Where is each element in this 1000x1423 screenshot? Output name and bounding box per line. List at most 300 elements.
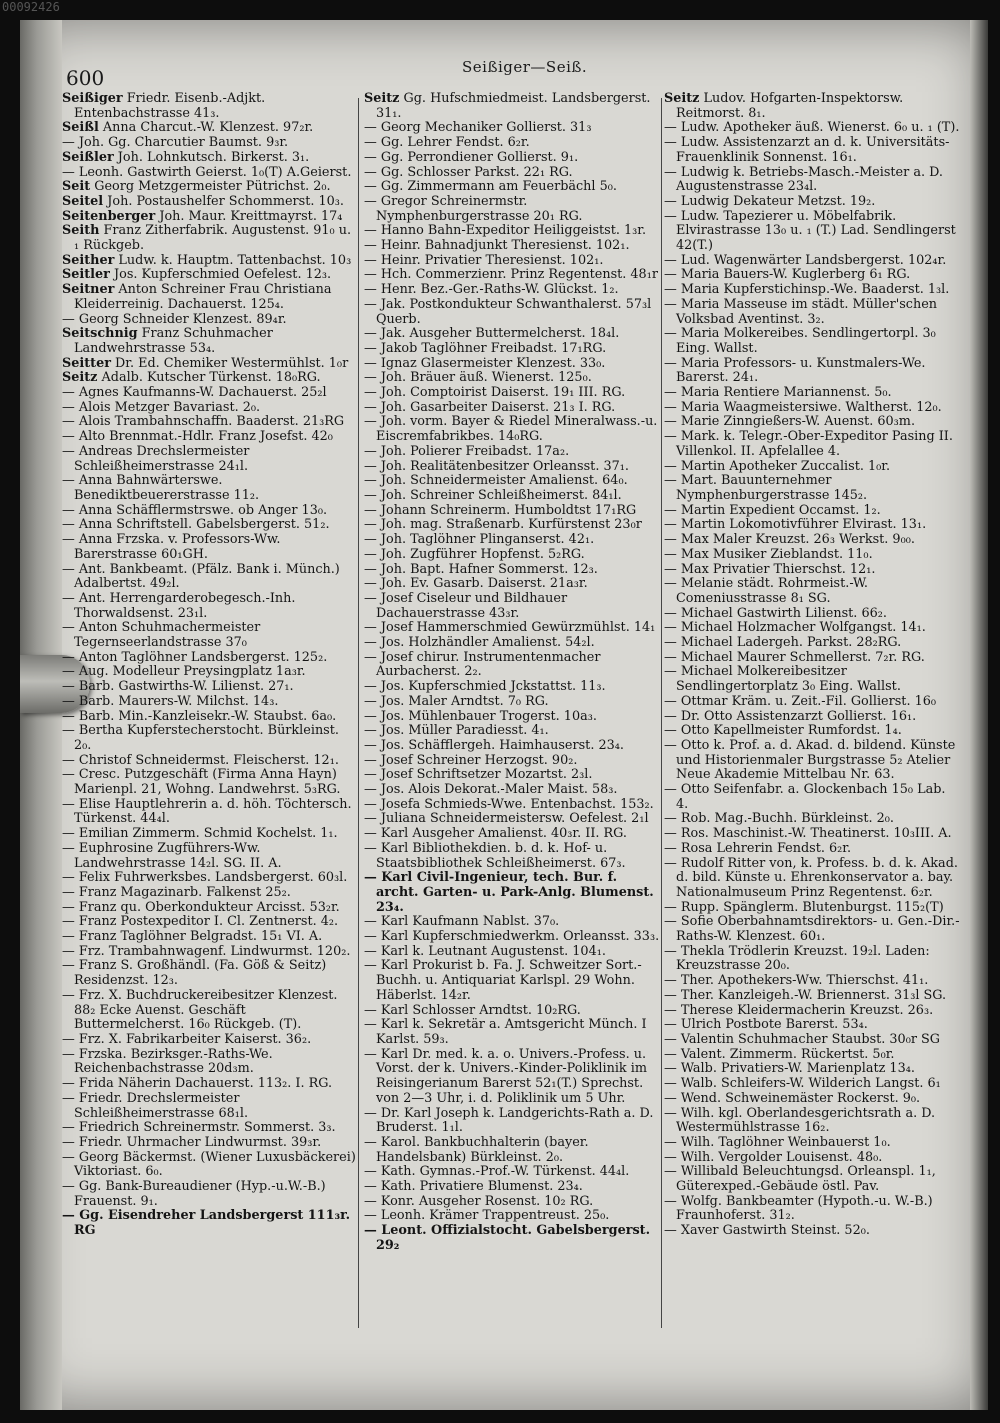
entry-text: — Alois Trambahnschaffn. Baaderst. 21₃RG	[62, 414, 345, 430]
entry-text: — Ludw. Assistenzarzt an d. k. Universitäts-Frauenklinik Sonnenst. 16₁.	[664, 135, 950, 165]
entry-surname: Seitschnig	[62, 326, 138, 342]
entry-text: — Michael Maurer Schmellerst. 7₂r. RG.	[664, 649, 925, 665]
directory-entry	[364, 415, 660, 444]
entry-text: — Frzska. Bezirksger.-Raths-We. Reichenbachstrasse 20d₃m.	[62, 1046, 273, 1077]
entry-text: — Jak. Postkondukteur Schwanthalerst. 57₃l Querb.	[364, 296, 652, 327]
entry-text: — Maria Rentiere Mariannenst. 5₀.	[664, 385, 892, 401]
entry-text: — Marie Zinngießers-W. Auenst. 60₃m.	[664, 414, 916, 430]
directory-entry	[62, 195, 358, 210]
directory-entry	[364, 401, 660, 416]
entry-text: — Ludwig Dekateur Metzst. 19₂.	[664, 193, 876, 209]
entry-text: — Gg. Eisendreher Landsbergerst 111₃r. RG	[62, 1208, 351, 1239]
directory-entry	[664, 1004, 960, 1019]
entry-surname: Seitz	[364, 91, 400, 106]
directory-entry	[62, 518, 358, 533]
entry-text: — Max Privatier Thierschst. 12₁.	[664, 561, 876, 577]
entry-text: — Wolfg. Bankbeamter (Hypoth.-u. W.-B.) Fraunhoferst. 31₂.	[664, 1193, 933, 1224]
directory-entry	[664, 283, 960, 298]
entry-text: — Franz qu. Oberkondukteur Arcisst. 53₂r.	[62, 899, 340, 915]
directory-entry	[364, 812, 660, 827]
directory-entry	[62, 710, 358, 725]
directory-entry	[664, 1107, 960, 1136]
directory-entry	[62, 651, 358, 666]
entry-text: — Wend. Schweinemäster Rockerst. 9₀.	[664, 1090, 921, 1106]
directory-entry	[664, 636, 960, 651]
directory-entry	[62, 563, 358, 592]
directory-entry	[62, 180, 358, 195]
entry-text: — Friedrich Schreinermstr. Sommerst. 3₃.	[62, 1120, 336, 1136]
directory-entry	[62, 592, 358, 621]
entry-text: — Bertha Kupferstecherstocht. Bürkleinst. 2₀.	[62, 723, 339, 753]
directory-entry	[664, 665, 960, 694]
directory-entry	[364, 680, 660, 695]
directory-entry	[664, 945, 960, 974]
entry-text: — Gg. Perrondiener Gollierst. 9₁.	[364, 149, 579, 165]
entry-text: — Alois Metzger Bavariast. 2₀.	[62, 399, 261, 415]
directory-entry	[62, 886, 358, 901]
directory-entry	[664, 401, 960, 416]
directory-entry	[62, 92, 358, 121]
directory-entry	[364, 724, 660, 739]
entry-text: — Alto Brennmat.-Hdlr. Franz Josefst. 42₀	[62, 429, 333, 445]
directory-entry	[62, 121, 358, 136]
directory-entry	[62, 445, 358, 474]
entry-text: — Anna Frzska. v. Professors-Ww. Barerstrasse 60₁GH.	[62, 532, 281, 562]
directory-entry	[62, 871, 358, 886]
entry-text: — Valentin Schuhmacher Staubst. 30₀r SG	[664, 1032, 941, 1047]
entry-text: — Joh. Schreiner Schleißheimerst. 84₁l.	[364, 487, 622, 503]
entry-text: — Valent. Zimmerm. Rückertst. 5₀r.	[664, 1046, 895, 1062]
entry-text: — Joh. Realitätenbesitzer Orleansst. 37₁.	[364, 458, 629, 474]
entry-text: — Friedr. Uhrmacher Lindwurmst. 39₃r.	[62, 1134, 322, 1150]
directory-entry	[664, 327, 960, 356]
directory-column-middle	[364, 92, 660, 1254]
entry-text: — Karl Ausgeher Amalienst. 40₃r. II. RG.	[364, 826, 627, 842]
entry-text: — Karol. Bankbuchhalterin (bayer. Handelsbank) Bürkleinst. 2₀.	[364, 1134, 589, 1165]
directory-entry	[364, 504, 660, 519]
directory-entry	[664, 474, 960, 503]
entry-text: — Jos. Schäfflergeh. Haimhauserst. 23₄.	[364, 737, 624, 753]
directory-entry	[364, 1018, 660, 1047]
directory-entry	[62, 1033, 358, 1048]
directory-entry	[364, 474, 660, 489]
directory-entry	[364, 371, 660, 386]
directory-entry	[62, 842, 358, 871]
entry-text: — Joh. Schneidermeister Amalienst. 64₀.	[364, 473, 628, 489]
entry-text: — Walb. Schleifers-W. Wilderich Langst. 6₁	[664, 1076, 941, 1092]
entry-text: — Melanie städt. Rohrmeist.-W. Comeniusstrasse 8₁ SG.	[664, 576, 868, 606]
entry-text: — Henr. Bez.-Ger.-Raths-W. Glückst. 1₂.	[364, 282, 619, 298]
entry-text: — Aug. Modelleur Preysingplatz 1a₃r.	[62, 664, 306, 680]
directory-entry	[364, 1180, 660, 1195]
directory-entry	[664, 783, 960, 812]
entry-text: — Karl Schlosser Arndtst. 10₂RG.	[364, 1002, 581, 1018]
entry-text: — Joh. Comptoirist Daiserst. 19₁ III. RG.	[364, 385, 626, 401]
entry-text: — Frz. Trambahnwagenf. Lindwurmst. 120₂.	[62, 943, 351, 959]
entry-text: — Juliana Schneidermeistersw. Oefelest. 2₁l	[364, 811, 649, 827]
entry-surname: Seitz	[62, 370, 98, 386]
directory-entry	[664, 357, 960, 386]
entry-text: Ludov. Hofgarten-Inspektorsw. Reitmorst. 8₁.	[676, 91, 904, 121]
column-divider	[661, 98, 662, 1328]
entry-text: Anna Charcut.-W. Klenzest. 97₂r.	[102, 120, 314, 136]
entry-text: — Frz. X. Buchdruckereibesitzer Klenzest. 88₂ Ecke Auenst. Geschäft Buttermelcherst. 16₀ Rückgeb. (T).	[62, 987, 338, 1033]
directory-entry	[62, 945, 358, 960]
directory-entry	[664, 974, 960, 989]
directory-entry	[364, 239, 660, 254]
entry-text: — Martin Lokomotivführer Elvirast. 13₁.	[664, 517, 927, 533]
directory-entry	[664, 504, 960, 519]
entry-text: — Anton Taglöhner Landsbergerst. 125₂.	[62, 649, 328, 665]
entry-text: Joh. Lohnkutsch. Birkerst. 3₁.	[117, 149, 310, 165]
entry-text: — Barb. Min.-Kanzleisekr.-W. Staubst. 6a₀.	[62, 708, 337, 724]
entry-text: — Jos. Maler Arndtst. 7₀ RG.	[364, 693, 549, 709]
directory-entry	[62, 1151, 358, 1180]
directory-entry	[62, 210, 358, 225]
entry-surname: Seither	[62, 252, 115, 268]
entry-text: — Willibald Beleuchtungsd. Orleanspl. 1₁, Güterexped.-Gebäude östl. Pav.	[664, 1164, 936, 1195]
entry-text: — Joh. Gg. Charcutier Baumst. 9₃r.	[62, 135, 289, 151]
directory-entry	[364, 166, 660, 181]
entry-text: — Karl k. Leutnant Augustenst. 104₁.	[364, 943, 606, 959]
entry-text: — Elise Hauptlehrerin a. d. höh. Töchtersch. Türkenst. 44₄l.	[62, 796, 352, 827]
entry-text: — Konr. Ausgeher Rosenst. 10₂ RG.	[364, 1193, 594, 1209]
directory-entry	[364, 386, 660, 401]
directory-entry	[364, 621, 660, 636]
directory-entry	[62, 224, 358, 253]
directory-entry	[364, 445, 660, 460]
directory-entry	[62, 283, 358, 312]
directory-entry	[364, 1107, 660, 1136]
entry-surname: Seitenberger	[62, 208, 156, 224]
directory-entry	[62, 959, 358, 988]
directory-entry	[364, 151, 660, 166]
entry-text: — Otto Kapellmeister Rumfordst. 1₄.	[664, 723, 902, 739]
entry-text: — Gg. Schlosser Parkst. 22₁ RG.	[364, 164, 573, 180]
directory-entry	[364, 1224, 660, 1253]
page-number: 600	[66, 66, 105, 90]
entry-text: — Joh. vorm. Bayer & Riedel Mineralwass.-u. Eiscremfabrikbes. 14₀RG.	[364, 414, 658, 445]
directory-entry	[664, 254, 960, 269]
directory-entry	[664, 1033, 960, 1048]
directory-entry	[664, 812, 960, 827]
entry-text: — Karl Dr. med. k. a. o. Univers.-Profess. u. Vorst. der k. Univers.-Kinder-Poliklinik im Reisingerianum Barerst 52₁(T.) Sprechst. von 2—3 Uhr, i. d. Poliklinik um 5 Uhr.	[364, 1046, 647, 1106]
directory-entry	[364, 327, 660, 342]
entry-text: — Gg. Lehrer Fendst. 6₂r.	[364, 135, 530, 151]
entry-text: — Rob. Mag.-Buchh. Bürkleinst. 2₀.	[664, 811, 894, 827]
entry-text: — Leonh. Krämer Trappentreust. 25₀.	[364, 1208, 610, 1224]
directory-entry	[364, 871, 660, 915]
entry-text: — Walb. Privatiers-W. Marienplatz 13₄.	[664, 1061, 915, 1077]
entry-text: — Johann Schreinerm. Humboldtst 17₁RG	[364, 502, 637, 518]
directory-entry	[364, 959, 660, 1003]
entry-text: — Jak. Ausgeher Buttermelcherst. 18₄l.	[364, 326, 620, 342]
entry-text: — Therese Kleidermacherin Kreuzst. 26₃.	[664, 1002, 934, 1018]
directory-entry	[364, 915, 660, 930]
entry-text: — Jakob Taglöhner Freibadst. 17₁RG.	[364, 340, 607, 356]
entry-text: — Michael Gastwirth Lilienst. 66₂.	[664, 605, 887, 621]
directory-entry	[364, 1048, 660, 1107]
directory-entry	[664, 121, 960, 136]
directory-entry	[664, 268, 960, 283]
directory-entry	[664, 842, 960, 857]
entry-text: — Franz Taglöhner Belgradst. 15₁ VI. A.	[62, 929, 323, 945]
directory-entry	[664, 1062, 960, 1077]
directory-entry	[62, 1180, 358, 1209]
directory-entry	[364, 548, 660, 563]
entry-text: — Franz Magazinarb. Falkenst 25₂.	[62, 884, 291, 900]
scan-id-label: 00092426	[2, 0, 60, 14]
entry-text: — Joh. Zugführer Hopfenst. 5₂RG.	[364, 546, 585, 562]
entry-surname: Seitler	[62, 267, 110, 283]
page-stack-edge	[20, 20, 62, 1410]
directory-entry	[62, 901, 358, 916]
directory-entry	[364, 930, 660, 945]
entry-text: Franz Zitherfabrik. Augustenst. 91₀ u. ₁ Rückgeb.	[74, 223, 352, 254]
directory-entry	[664, 166, 960, 195]
directory-entry	[364, 180, 660, 195]
directory-entry	[62, 371, 358, 386]
entry-text: — Michael Ladergeh. Parkst. 28₂RG.	[664, 635, 902, 651]
entry-text: — Wilh. kgl. Oberlandesgerichtsrath a. D. Westermühlstrasse 16₂.	[664, 1105, 936, 1136]
directory-entry	[364, 283, 660, 298]
directory-entry	[364, 533, 660, 548]
directory-entry	[62, 930, 358, 945]
entry-text: — Josef chirur. Instrumentenmacher Aurbacherst. 2₂.	[364, 649, 601, 680]
directory-entry	[664, 695, 960, 710]
entry-text: — Karl Bibliothekdien. b. d. k. Hof- u. Staatsbibliothek Schleißheimerst. 67₃.	[364, 840, 626, 871]
entry-text: — Maria Professors- u. Kunstmalers-We. Barerst. 24₁.	[664, 355, 926, 386]
directory-entry	[364, 489, 660, 504]
entry-text: — Leont. Offizialstocht. Gabelsbergerst. 29₂	[364, 1223, 651, 1253]
page-right-edge	[970, 20, 988, 1410]
entry-text: — Ant. Herrengarderobegesch.-Inh. Thorwaldsenst. 23₁l.	[62, 590, 296, 621]
page-header	[60, 52, 960, 90]
entry-text: — Joh. mag. Straßenarb. Kurfürstenst 23₀r	[364, 517, 642, 533]
entry-text: — Joh. Bräuer äuß. Wienerst. 125₀.	[364, 370, 592, 386]
entry-text: Joh. Maur. Kreittmayrst. 17₄	[159, 208, 343, 224]
directory-entry	[62, 166, 358, 181]
directory-entry	[664, 607, 960, 622]
entry-text: — Otto Seifenfabr. a. Glockenbach 15₀ Lab. 4.	[664, 782, 946, 812]
directory-entry	[364, 768, 660, 783]
entry-text: — Kath. Privatiere Blumenst. 23₄.	[364, 1179, 583, 1195]
directory-entry	[364, 636, 660, 651]
directory-entry	[364, 945, 660, 960]
directory-entry	[664, 298, 960, 327]
directory-entry	[62, 357, 358, 372]
directory-entry	[62, 989, 358, 1033]
entry-text: Franz Schuhmacher Landwehrstrasse 53₄.	[74, 326, 273, 356]
entry-text: — Mart. Bauunternehmer Nymphenburgerstrasse 145₂.	[664, 473, 868, 503]
directory-entry	[364, 342, 660, 357]
entry-text: — Ther. Apothekers-Ww. Thierschst. 41₁.	[664, 973, 929, 989]
directory-column-left	[62, 92, 358, 1239]
entry-text: — Gg. Bank-Bureaudiener (Hyp.-u.W.-B.) Frauenst. 9₁.	[62, 1179, 326, 1209]
entry-text: — Kath. Gymnas.-Prof.-W. Türkenst. 44₄l.	[364, 1164, 630, 1180]
directory-entry	[664, 739, 960, 783]
entry-text: — Jos. Müller Paradiesst. 4₁.	[364, 723, 549, 739]
entry-text: — Leonh. Gastwirth Geierst. 1₀(T) A.Geierst.	[62, 164, 352, 180]
entry-text: Ludw. k. Hauptm. Tattenbachst. 10₃	[118, 252, 352, 268]
entry-text: — Ludwig k. Betriebs-Masch.-Meister a. D. Augustenstrasse 23₄l.	[664, 164, 943, 195]
directory-entry	[664, 195, 960, 210]
directory-entry	[364, 195, 660, 224]
entry-text: — Jos. Holzhändler Amalienst. 54₂l.	[364, 635, 595, 651]
directory-entry	[364, 1195, 660, 1210]
directory-entry	[364, 1004, 660, 1019]
entry-text: — Barb. Maurers-W. Milchst. 14₃.	[62, 693, 279, 709]
directory-entry	[364, 754, 660, 769]
directory-entry	[62, 504, 358, 519]
entry-text: — Ant. Bankbeamt. (Pfälz. Bank i. Münch.) Adalbertst. 49₂l.	[62, 561, 340, 592]
entry-text: — Maria Waagmeistersiwe. Waltherst. 12₀.	[664, 399, 942, 415]
directory-entry	[364, 783, 660, 798]
entry-text: — Karl k. Sekretär a. Amtsgericht Münch. I Karlst. 59₃.	[364, 1017, 647, 1047]
entry-text: — Frida Näherin Dachauerst. 113₂. I. RG.	[62, 1076, 333, 1092]
entry-text: — Ros. Maschinist.-W. Theatinerst. 10₃III. A.	[664, 826, 952, 842]
directory-entry	[664, 1195, 960, 1224]
directory-entry	[62, 1092, 358, 1121]
entry-text: — Maria Bauers-W. Kuglerberg 6₁ RG.	[664, 267, 911, 283]
entry-surname: Seit	[62, 179, 91, 195]
directory-entry	[364, 1209, 660, 1224]
directory-entry	[364, 563, 660, 578]
directory-entry	[364, 798, 660, 813]
directory-entry	[664, 1048, 960, 1063]
entry-text: — Anna Schriftstell. Gabelsbergerst. 51₂.	[62, 517, 330, 533]
entry-text: Dr. Ed. Chemiker Westermühlst. 1₀r	[115, 355, 349, 371]
entry-text: — Franz Postexpeditor I. Cl. Zentnerst. 4₂.	[62, 914, 339, 930]
directory-entry	[664, 621, 960, 636]
directory-entry	[62, 415, 358, 430]
entry-text: — Rosa Lehrerin Fendst. 6₂r.	[664, 840, 852, 856]
entry-text: — Mark. k. Telegr.-Ober-Expeditor Pasing II. Villenkol. II. Apfelallee 4.	[664, 429, 953, 459]
directory-entry	[62, 680, 358, 695]
entry-text: — Emilian Zimmerm. Schmid Kochelst. 1₁.	[62, 826, 338, 842]
entry-text: — Josef Hammerschmied Gewürzmühlst. 14₁	[364, 620, 656, 636]
entry-text: Joh. Postaushelfer Schommerst. 10₃.	[107, 193, 344, 209]
directory-entry	[664, 136, 960, 165]
entry-text: Georg Metzgermeister Pütrichst. 2₀.	[94, 179, 331, 195]
entry-text: — Joh. Polierer Freibadst. 17a₂.	[364, 443, 570, 459]
entry-text: — Barb. Gastwirths-W. Lilienst. 27₁.	[62, 679, 294, 695]
entry-text: — Ignaz Glasermeister Klenzest. 33₀.	[364, 355, 606, 371]
directory-entry	[62, 401, 358, 416]
directory-entry	[364, 357, 660, 372]
directory-entry	[664, 857, 960, 901]
entry-text: — Georg Bäckermst. (Wiener Luxusbäckerei) Viktoriast. 6₀.	[62, 1149, 356, 1180]
entry-text: — Lud. Wagenwärter Landsbergerst. 102₄r.	[664, 252, 947, 268]
directory-entry	[62, 474, 358, 503]
directory-entry	[664, 533, 960, 548]
entry-text: Friedr. Eisenb.-Adjkt. Entenbachstrasse 41₃.	[74, 91, 266, 121]
directory-entry	[664, 92, 960, 121]
directory-entry	[664, 210, 960, 254]
directory-entry	[62, 136, 358, 151]
entry-surname: Seitz	[664, 91, 700, 106]
directory-entry	[664, 915, 960, 944]
entry-text: — Josefa Schmieds-Wwe. Entenbachst. 153₂.	[364, 796, 654, 812]
entry-surname: Seißler	[62, 149, 114, 165]
directory-entry	[364, 592, 660, 621]
entry-text: — Max Musiker Zieblandst. 11₀.	[664, 546, 873, 562]
directory-entry	[62, 386, 358, 401]
directory-entry	[364, 710, 660, 725]
entry-text: — Thekla Trödlerin Kreuzst. 19₂l. Laden: Kreuzstrasse 20₀.	[664, 943, 930, 974]
entry-text: — Otto k. Prof. a. d. Akad. d. bildend. Künste und Historienmaler Burgstrasse 5₂ Atelier Neue Akademie Mittelbau Nr. 63.	[664, 737, 956, 783]
directory-entry	[364, 268, 660, 283]
entry-text: — Ther. Kanzleigeh.-W. Briennerst. 31₃l SG.	[664, 987, 947, 1003]
entry-text: — Josef Schriftsetzer Mozartst. 2₃l.	[364, 767, 593, 783]
directory-entry	[62, 915, 358, 930]
entry-text: — Andreas Drechslermeister Schleißheimerstrasse 24₁l.	[62, 443, 250, 474]
directory-entry	[364, 1165, 660, 1180]
entry-text: — Josef Schreiner Herzogst. 90₂.	[364, 752, 578, 768]
entry-surname: Seitter	[62, 355, 111, 371]
directory-entry	[664, 1018, 960, 1033]
directory-entry	[664, 651, 960, 666]
directory-entry	[62, 1136, 358, 1151]
directory-entry	[364, 460, 660, 475]
entry-text: — Wilh. Taglöhner Weinbauerst 1₀.	[664, 1134, 891, 1150]
directory-entry	[62, 768, 358, 797]
column-divider	[358, 98, 359, 1328]
directory-entry	[664, 710, 960, 725]
directory-entry	[62, 254, 358, 269]
entry-text: — Rupp. Spänglerm. Blutenburgst. 115₂(T)	[664, 899, 944, 915]
directory-entry	[62, 151, 358, 166]
directory-entry	[664, 563, 960, 578]
entry-text: — Frz. X. Fabrikarbeiter Kaiserst. 36₂.	[62, 1032, 312, 1047]
entry-text: — Dr. Karl Joseph k. Landgerichts-Rath a. D. Bruderst. 1₁l.	[364, 1105, 654, 1136]
entry-text: — Anna Schäfflermstrswe. ob Anger 13₀.	[62, 502, 328, 518]
entry-text: Gg. Hufschmiedmeist. Landsbergerst. 31₁.	[376, 91, 651, 121]
directory-entry	[664, 548, 960, 563]
entry-text: — Ulrich Postbote Barerst. 53₄.	[664, 1017, 868, 1033]
entry-text: — Karl Kaufmann Nablst. 37₀.	[364, 914, 560, 930]
entry-text: — Joh. Ev. Gasarb. Daiserst. 21a₃r.	[364, 576, 588, 592]
directory-entry	[364, 695, 660, 710]
entry-text: — Ludw. Tapezierer u. Möbelfabrik. Elvirastrasse 13₀ u. ₁ (T.) Lad. Sendlingerst 42(T.)	[664, 208, 956, 254]
entry-text: — Karl Kupferschmiedwerkm. Orleansst. 33₃.	[364, 929, 660, 945]
entry-text: — Franz S. Großhändl. (Fa. Göß & Seitz) Residenzst. 12₃.	[62, 958, 327, 989]
entry-text: Jos. Kupferschmied Oefelest. 12₃.	[113, 267, 332, 283]
entry-text: — Max Maler Kreuzst. 26₃ Werkst. 9₀₀.	[664, 532, 915, 548]
entry-text: Anton Schreiner Frau Christiana Kleiderreinig. Dachauerst. 125₄.	[74, 282, 332, 312]
directory-entry	[62, 1121, 358, 1136]
entry-surname: Seißl	[62, 120, 99, 136]
directory-entry	[664, 1136, 960, 1151]
directory-entry	[364, 518, 660, 533]
directory-entry	[364, 827, 660, 842]
entry-text: Adalb. Kutscher Türkenst. 18₀RG.	[101, 370, 321, 386]
directory-entry	[62, 313, 358, 328]
entry-text: — Anton Schuhmachermeister Tegernseerlandstrasse 37₀	[62, 620, 261, 651]
entry-text: — Karl Prokurist b. Fa. J. Schweitzer Sort.-Buchh. u. Antiquariat Karlspl. 29 Wohn. Häberlst. 14₂r.	[364, 958, 642, 1003]
directory-entry	[62, 1077, 358, 1092]
entry-text: — Joh. Bapt. Hafner Sommerst. 12₃.	[364, 561, 598, 577]
directory-entry	[364, 577, 660, 592]
directory-entry	[664, 724, 960, 739]
directory-entry	[364, 1136, 660, 1165]
directory-entry	[364, 92, 660, 121]
directory-entry	[62, 327, 358, 356]
entry-surname: Seißiger	[62, 91, 123, 106]
entry-text: — Maria Masseuse im städt. Müller'schen Volksbad Aventinst. 3₂.	[664, 296, 938, 327]
directory-entry	[664, 901, 960, 916]
directory-entry	[62, 1048, 358, 1077]
